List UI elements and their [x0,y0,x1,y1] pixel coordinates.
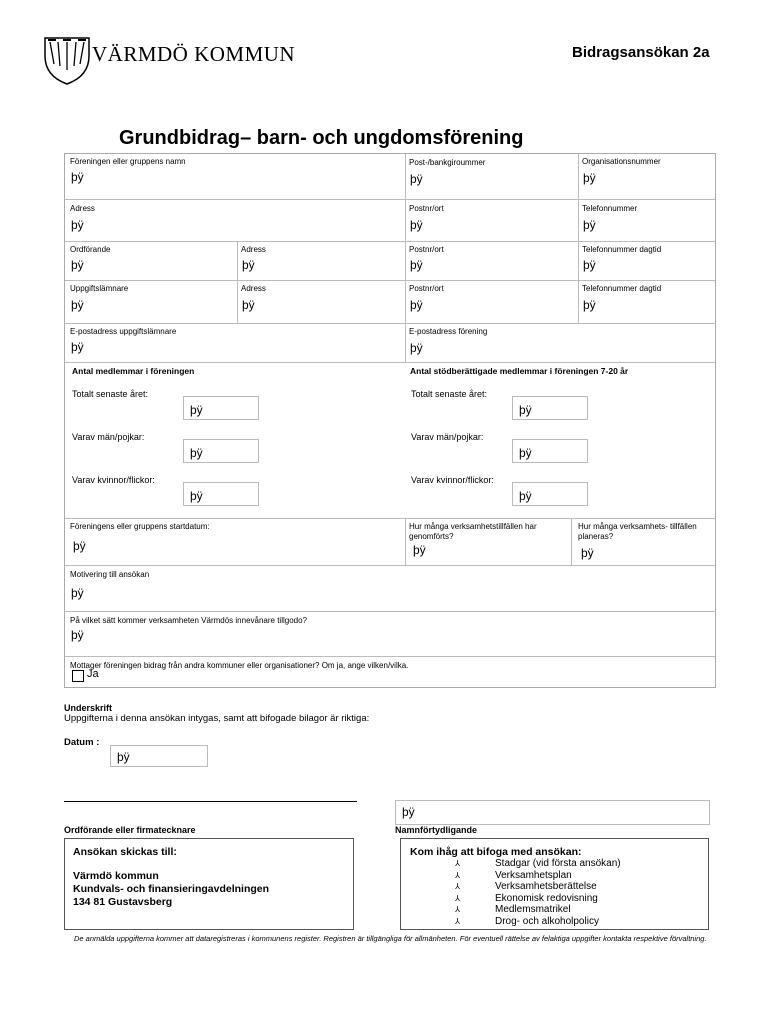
field-ordforande-adress[interactable]: þÿ [242,258,255,272]
field-activities-done[interactable]: þÿ [413,543,426,557]
field-adress[interactable]: þÿ [71,218,84,232]
send-to-line-2: Kundvals- och finansieringavdelningen [73,883,270,895]
field-activities-planned[interactable]: þÿ [581,546,594,560]
label-uppgiftslamnare: Uppgiftslämnare [70,284,129,293]
attach-item: ⅄ Drog- och alkoholpolicy [400,916,621,928]
label-clarification: Namnförtydligande [395,825,478,835]
label-uppgift-telefon: Telefonnummer dagtid [582,284,662,293]
label-ja: Ja [87,668,99,680]
attach-list [400,858,621,927]
label-ordforande-telefon: Telefonnummer dagtid [582,245,662,254]
label-postnr-ort: Postnr/ort [409,204,444,213]
attach-item: ⅄ Ekonomisk redovisning [400,893,621,905]
field-forening-namn[interactable]: þÿ [71,170,84,184]
bullet-icon: ⅄ [455,859,460,868]
field-ordforande-telefon[interactable]: þÿ [583,258,596,272]
field-startdatum[interactable]: þÿ [73,539,86,553]
bullet-icon: ⅄ [455,916,460,926]
input-women-left[interactable]: þÿ [183,482,259,506]
label-ordforande-postnr: Postnr/ort [409,245,444,254]
label-activities-planned: Hur många verksamhets- tillfällen planeras? [578,522,697,541]
field-epost-uppgift[interactable]: þÿ [71,340,84,354]
label-startdatum: Föreningens eller gruppens startdatum: [70,522,210,531]
checkbox-ja[interactable] [72,670,84,682]
bullet-icon: ⅄ [455,893,460,903]
field-postnr-ort[interactable]: þÿ [410,218,423,232]
page-title: Grundbidrag– barn- och ungdomsförening [119,127,524,149]
document-number: Bidragsansökan 2a [572,44,710,61]
members-heading-left: Antal medlemmar i föreningen [72,366,195,376]
field-motivering[interactable]: þÿ [71,586,84,600]
label-uppgift-adress: Adress [241,284,266,293]
label-men-left: Varav män/pojkar: [72,432,145,442]
attach-heading: Kom ihåg att bifoga med ansökan: [410,846,582,858]
label-activities-done: Hur många verksamhetstillfällen har genomförts? [409,522,537,541]
label-total-left: Totalt senaste året: [72,389,149,399]
signature-text: Uppgifterna i denna ansökan intygas, samt att bifogade bilagor är riktiga: [64,713,370,724]
input-men-left[interactable]: þÿ [183,439,259,463]
signature-heading: Underskrift [64,703,113,713]
bullet-icon: ⅄ [455,882,460,891]
label-benefit: På vilket sätt kommer verksamheten Värmdös innevånare tillgodo? [70,616,307,625]
field-postbankgiro[interactable]: þÿ [410,172,423,186]
label-women-left: Varav kvinnor/flickor: [72,475,155,485]
members-heading-right: Antal stödberättigade medlemmar i föreningen 7-20 år [410,366,629,376]
field-epost-forening[interactable]: þÿ [410,341,423,355]
signature-line[interactable] [64,801,357,802]
attach-item: ⅄ Verksamhetsberättelse [400,881,621,893]
municipality-name: VÄRMDÖ KOMMUN [92,42,296,66]
input-datum[interactable]: þÿ [110,745,208,767]
crown-shield-icon [42,34,92,86]
label-postbankgiro: Post-/bankgiroummer [409,158,486,167]
field-uppgift-adress[interactable]: þÿ [242,298,255,312]
field-uppgift-postnr[interactable]: þÿ [410,298,423,312]
attach-item: ⅄ Stadgar (vid första ansökan) [400,858,621,870]
label-epost-forening: E-postadress förening [409,327,488,336]
label-men-right: Varav män/pojkar: [411,432,484,442]
label-other-grants: Mottager föreningen bidrag från andra kommuner eller organisationer? Om ja, ange vilken/vilka. [70,661,409,670]
label-women-right: Varav kvinnor/flickor: [411,475,494,485]
bullet-icon: ⅄ [455,905,460,914]
send-to-line-3: 134 81 Gustavsberg [73,896,173,908]
label-forening-namn: Föreningen eller gruppens namn [70,157,186,166]
field-ordforande[interactable]: þÿ [71,258,84,272]
input-men-right[interactable]: þÿ [512,439,588,463]
label-orgnr: Organisationsnummer [582,157,661,166]
label-total-right: Totalt senaste året: [411,389,488,399]
field-telefon[interactable]: þÿ [583,218,596,232]
municipality-logo [42,34,92,86]
input-namnfortydligande[interactable]: þÿ [395,800,710,825]
send-to-line-1: Värmdö kommun [73,870,159,882]
field-uppgiftslamnare[interactable]: þÿ [71,298,84,312]
footnote: De anmälda uppgifterna kommer att dataregistreras i kommunens register. Registren är tillgängliga för allmänheten. För eventuell rättelse av felaktiga uppgifter kontakta respektive förvaltning. [74,934,707,943]
label-motivering: Motivering till ansökan [70,570,150,579]
input-total-right[interactable]: þÿ [512,396,588,420]
field-benefit[interactable]: þÿ [71,628,84,642]
field-ordforande-postnr[interactable]: þÿ [410,258,423,272]
datum-label: Datum : [64,737,100,748]
label-telefon: Telefonnummer [582,204,638,213]
label-epost-uppgift: E-postadress uppgiftslämnare [70,327,177,336]
attach-item: ⅄ Verksamhetsplan [400,870,621,882]
application-form [64,153,716,688]
label-ordforande: Ordförande [70,245,111,254]
attach-item: ⅄ Medlemsmatrikel [400,904,621,916]
label-adress: Adress [70,204,95,213]
label-uppgift-postnr: Postnr/ort [409,284,444,293]
field-uppgift-telefon[interactable]: þÿ [583,298,596,312]
label-ordforande-adress: Adress [241,245,266,254]
input-women-right[interactable]: þÿ [512,482,588,506]
input-total-left[interactable]: þÿ [183,396,259,420]
send-to-heading: Ansökan skickas till: [73,846,177,858]
label-signer: Ordförande eller firmatecknare [64,825,196,835]
bullet-icon: ⅄ [455,870,460,880]
field-orgnr[interactable]: þÿ [583,171,596,185]
